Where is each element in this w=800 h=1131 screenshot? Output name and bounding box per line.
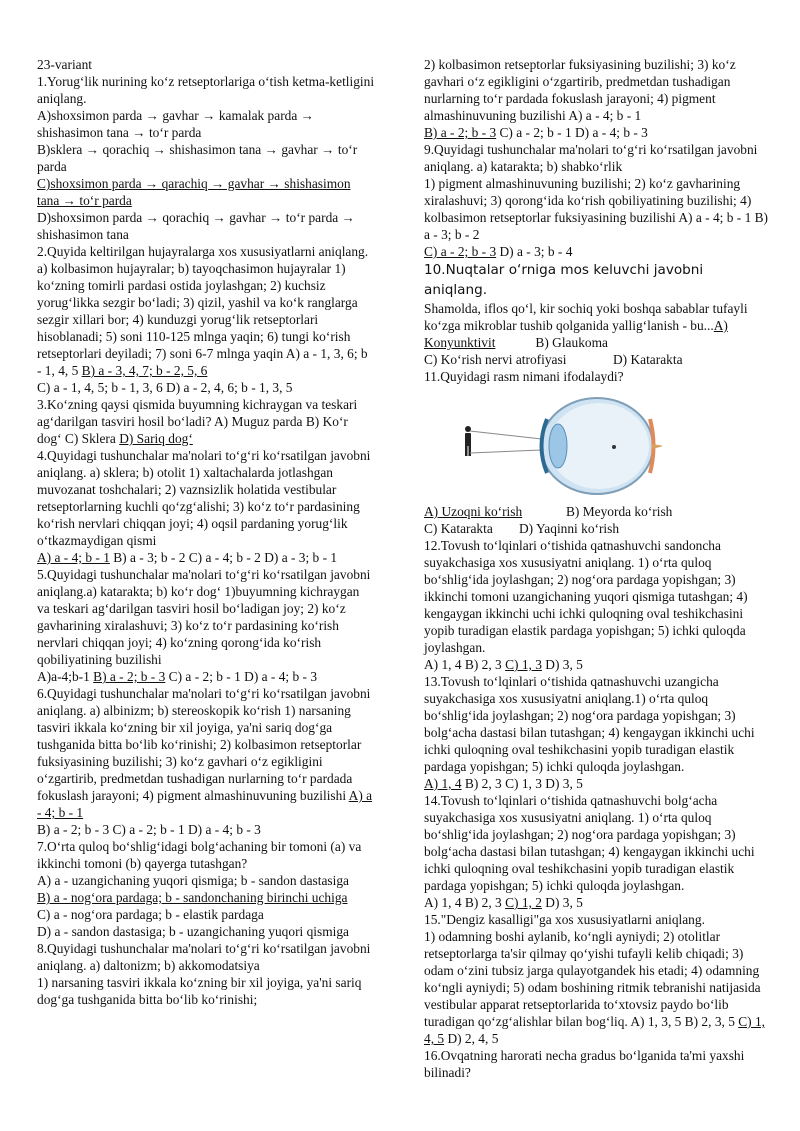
answers-11cd [424, 520, 769, 537]
question-10: 10.Nuqtalar o‘rniga mos keluvchi javobni aniqlang. [424, 262, 704, 298]
answers-8-rest: C) a - 2; b - 1 D) a - 4; b - 3 [496, 125, 648, 140]
question-15-body: 1) odamning boshi aylanib, ko‘ngli ayniydi; 2) otolitlar retseptorlarga ta'sir qilmay qo‘yishi tufayli kelib chiqadi; 3) odam o‘zini tubsiz jarga qulayotgandek his etadi; 4) odamning ko‘ngli ayniydi; 5) odam boshining ritmik tebranishi natijasida vestibular apparat retseptorlarida to‘xtovsiz paydo bo‘lib turadigan qo‘zg‘alishlar bilan bog‘liq. A) 1, 3, 5 B) 2, 3, 5 [424, 929, 761, 1029]
answer-2b-correct: B) a - 3, 4, 7; b - 2, 5, 6 [81, 363, 208, 378]
answer-11d: D) Yaqinni ko‘rish [519, 521, 620, 536]
answer-7a: A) a - uzangichaning yuqori qismiga; b - sandon dastasiga [37, 873, 349, 888]
question-2-text: 2.Quyida keltirilgan hujayralarga xos xususiyatlarni aniqlang. a) kolbasimon hujayralar; b) tayoqchasimon hujayralar 1) ko‘zning tomirli pardasi ostida joylashgan; 2) kuchsiz yorug‘likka sezgir bo‘ladi; 3) qizil, yashil va ko‘k ranglarga sezgir xillari bor; 4) kunduzgi yorug‘lik retseptorlari hisoblanadi; 5) soni 110-125 mlnga yaqin; 6) tungi ko‘rish retseptorlari deyiladi; 7) soni 6-7 mlnga yaqin A) a - 1, 3, 6; b - 1, 4, 5 [37, 244, 369, 378]
answer-11b: B) Meyorda ko‘rish [566, 504, 673, 519]
answers-11ab [424, 503, 769, 520]
answers-13 [424, 775, 769, 792]
answer-6a-correct: A) a - 4; b - 1 [37, 788, 373, 820]
question-4: 4.Quyidagi tushunchalar ma'nolari to‘g‘ri ko‘rsatilgan javobni aniqlang. a) sklera; b) otolit 1) xaltachalarda jotlashgan muvozanat toshchalari; 2) vaznsizlik holatida vestibular retseptorlarning kuchli qo‘zg‘alishi; 3) ko‘z to‘r pardasining ko‘rish nervlari chiqqan joyi; 4) oqsil pardaning yorug‘lik o‘tkazmaydigan qismi [37, 448, 371, 548]
answers-12ab: A) 1, 4 B) 2, 3 [424, 657, 506, 672]
answers-2cd: C) a - 1, 4, 5; b - 1, 3, 6 D) a - 2, 4, 6; b - 1, 3, 5 [37, 380, 293, 395]
question-15-options [424, 928, 769, 1047]
person-icon [465, 426, 471, 456]
answer-14c-correct: C) 1, 2 [505, 895, 542, 910]
question-13: 13.Tovush to‘lqinlari o‘tishida qatnashuvchi uzangicha suyakchasiga xos xususiyatni aniqlang.1) o‘rta quloq bo‘shlig‘ida joylashgan; 2) nog‘ora pardaga yopishgan; 3) bolg‘acha dastasi bilan tutashgan; 4) kengaygan ikkinchi uchi ichki quloqning oval teshikchasini yopib turadigan elastik pardaga yopishgan; 5) ichki quloqda joylashgan. [424, 674, 755, 774]
answers-4-rest: B) a - 3; b - 2 C) a - 4; b - 2 D) a - 3; b - 1 [109, 550, 338, 565]
answer-10a-correct: A) Konyunktivit [424, 318, 728, 350]
answers-14 [424, 894, 769, 911]
answer-3d-correct: D) Sariq dog‘ [119, 431, 193, 446]
question-9-options: 1) pigment almashinuvuning buzilishi; 2) ko‘z gavharining xiralashuvi; 3) qorong‘ida ko‘rish qobiliyatining buzilishi; 4) kolbasimon retseptorlar fuksiyasining buzilishi A) a - 4; b - 1 B) a - 3; b - 2 [424, 176, 769, 242]
eye-figure [424, 389, 769, 501]
answer-7c: C) a - nog‘ora pardaga; b - elastik pardaga [37, 907, 264, 922]
answer-13a-correct: A) 1, 4 [424, 776, 462, 791]
answers-9 [424, 243, 769, 260]
answer-7d: D) a - sandon dastasiga; b - uzangichaning yuqori qismiga [37, 924, 349, 939]
right-column [424, 56, 769, 1081]
focal-point [612, 445, 616, 449]
question-11: 11.Quyidagi rasm nimani ifodalaydi? [424, 369, 624, 384]
answer-12c-correct: C) 1, 3 [505, 657, 542, 672]
answers-12 [424, 656, 769, 673]
answer-10c: C) Ko‘rish nervi atrofiyasi [424, 352, 567, 367]
answers-6-rest: B) a - 2; b - 3 C) a - 2; b - 1 D) a - 4; b - 3 [37, 822, 261, 837]
question-6-text: 6.Quyidagi tushunchalar ma'nolari to‘g‘ri ko‘rsatilgan javobni aniqlang. a) albinizm; b) stereoskopik ko‘rish 1) narsaning tasviri ikkala ko‘zning bir xil joyiga, ya'ni sariq dog‘ga tushganida bitta bo‘lib ko‘rinishi; 2) kolbasimon retseptorlar fuksiyasining buzilishi; 3) ko‘z gavhari o‘z egikligini o‘zgartirib, predmetdan tushadigan nurlarning to‘r pardada fokuslash jarayoni; 4) pigment almashinuvuning buzilishi [37, 686, 371, 803]
answers-5-rest: C) a - 2; b - 1 D) a - 4; b - 3 [165, 669, 318, 684]
answer-15c-correct: C) 1, 4, 5 [424, 1014, 766, 1046]
answer-10b: B) Glaukoma [535, 335, 608, 350]
answer-10d: D) Katarakta [613, 352, 683, 367]
question-10-text [424, 300, 769, 351]
optic-nerve [652, 444, 662, 449]
answer-1d: D)shoxsimon parda → qorachiq → gavhar → to‘r parda → shishasimon tana [37, 210, 355, 242]
question-5: 5.Quyidagi tushunchalar ma'nolari to‘g‘ri ko‘rsatilgan javobni aniqlang.a) katarakta; b) ko‘r dog‘ 1)buyumning kichraygan va teskari ag‘darilgan tasviri hosil bo‘ladigan joy; 2) ko‘z gavharining xiralashuvi; 3) ko‘z to‘r pardasining ko‘rish nervlari chiqqan joyi; 4) ko‘zning qorong‘ida ko‘rish qobiliyatining buzilishi [37, 567, 371, 667]
answer-11c: C) Katarakta [424, 521, 493, 536]
answers-14ab: A) 1, 4 B) 2, 3 [424, 895, 506, 910]
answer-5a: A)a-4;b-1 [37, 669, 94, 684]
answers-10cd [424, 351, 769, 368]
answer-4a-correct: A) a - 4; b - 1 [37, 550, 110, 565]
myopia-eye-diagram [452, 389, 662, 501]
question-7: 7.O‘rta quloq bo‘shlig‘idagi bolg‘achaning bir tomoni (a) va ikkinchi tomoni (b) qayerga tutashgan? [37, 839, 362, 871]
question-14: 14.Tovush to‘lqinlari o‘tishida qatnashuvchi bolg‘acha suyakchasiga xos xususiyatni aniqlang. 1) o‘rta quloq bo‘shlig‘ida joylashgan; 2) nog‘ora pardaga yopishgan; 3) bolg‘acha dastasi bilan tutashgan; 4) kengaygan ikkinchi uchi ichki quloqning oval teshikchasini yopib turadigan elastik pardaga yopishgan; 5) ichki quloqda joylashgan. [424, 793, 755, 893]
question-1: 1.Yorug‘lik nurining ko‘z retseptorlariga o‘tish ketma-ketligini aniqlang. [37, 74, 375, 106]
answers-4 [37, 549, 375, 566]
answer-1c-correct: C)shoxsimon parda → qarachiq → gavhar → shishasimon tana → to‘r parda [37, 176, 351, 208]
question-3 [37, 396, 375, 447]
question-8-option-1: 1) narsaning tasviri ikkala ko‘zning bir xil joyiga, ya'ni sariq dog‘ga tushganida bitta bo‘lib ko‘rinishi; [37, 975, 362, 1007]
variant-title: 23-variant [37, 57, 93, 72]
question-2 [37, 243, 375, 379]
answers-5 [37, 668, 375, 685]
answer-7b-correct: B) a - nog‘ora pardaga; b - sandonchaning birinchi uchiga [37, 890, 348, 905]
answer-1b: B)sklera → qorachiq → shishasimon tana → gavhar → to‘r parda [37, 142, 358, 174]
question-10-body: Shamolda, iflos qo‘l, kir sochiq yoki boshqa sabablar tufayli ko‘zga mikroblar tushib qolganida yallig‘lanish - bu... [424, 301, 748, 333]
answer-11a-correct: A) Uzoqni ko‘rish [424, 504, 523, 519]
answers-13-rest: B) 2, 3 C) 1, 3 D) 3, 5 [461, 776, 583, 791]
question-12: 12.Tovush to‘lqinlari o‘tishida qatnashuvchi sandoncha suyakchasiga xos xususiyatni aniqlang. 1) o‘rta quloq bo‘shlig‘ida joylashgan; 2) nog‘ora pardaga yopishgan; 3) ikkinchi tomoni uzangichaning yuqori qismiga tutashgan; 4) kengaygan ikkinchi uchi ichki quloqning oval teshikchasini yopib turadigan elastik pardaga yopishgan; 5) ichki quloqda joylashgan. [424, 538, 748, 655]
answer-5b-correct: B) a - 2; b - 3 [93, 669, 166, 684]
answer-9d: D) a - 3; b - 4 [496, 244, 573, 259]
question-15: 15."Dengiz kasalligi"ga xos xususiyatlarni aniqlang. [424, 912, 705, 927]
question-9: 9.Quyidagi tushunchalar ma'nolari to‘g‘ri ko‘rsatilgan javobni aniqlang. a) katarakta; b) shabko‘rlik [424, 142, 758, 174]
question-16: 16.Ovqatning harorati necha gradus bo‘lganida ta'mi yaxshi bilinadi? [424, 1048, 745, 1080]
question-6 [37, 685, 375, 821]
left-column [37, 56, 375, 1008]
lens-icon [549, 424, 567, 468]
question-3-text: 3.Ko‘zning qaysi qismida buyumning kichraygan va teskari ag‘darilgan tasviri hosil bo‘ladi? A) Muguz parda B) Ko‘r dog‘ C) Sklera [37, 397, 358, 446]
question-8-continued: 2) kolbasimon retseptorlar fuksiyasining buzilishi; 3) ko‘z gavhari o‘z egikligini o‘zgartirib, predmetdan tushadigan nurlarning to‘r pardada fokuslash jarayoni; 4) pigment almashinuvuning buzilishi A) a - 4; b - 1 [424, 57, 736, 123]
answer-9c-correct: C) a - 2; b - 3 [424, 244, 497, 259]
answers-8 [424, 124, 769, 141]
question-8: 8.Quyidagi tushunchalar ma'nolari to‘g‘ri ko‘rsatilgan javobni aniqlang. a) daltonizm; b) akkomodatsiya [37, 941, 371, 973]
answer-14d: D) 3, 5 [541, 895, 583, 910]
answer-15d: D) 2, 4, 5 [444, 1031, 499, 1046]
answer-12d: D) 3, 5 [541, 657, 583, 672]
answer-1a: A)shoxsimon parda → gavhar → kamalak parda → shishasimon tana → to‘r parda [37, 108, 315, 140]
answer-8b-correct: B) a - 2; b - 3 [424, 125, 497, 140]
